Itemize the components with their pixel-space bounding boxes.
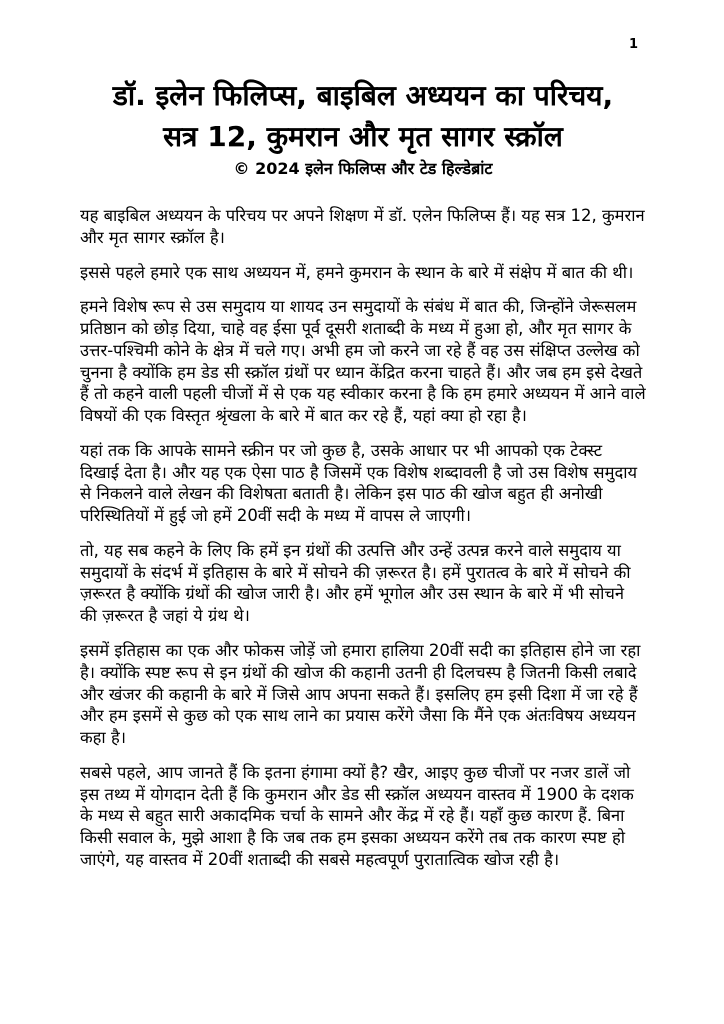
paragraph-1: यह बाइबिल अध्ययन के परिचय पर अपने शिक्षण में डॉ. एलेन फिलिप्स हैं। यह सत्र 12, कुमरान और मृत सागर स्क्रॉल है। <box>80 205 645 247</box>
page-number: 1 <box>628 37 638 52</box>
document-title <box>80 76 646 157</box>
document-body <box>80 192 646 871</box>
title-line-1: डॉ. इलेन फिलिप्स, बाइबिल अध्ययन का परिचय, <box>112 79 614 112</box>
paragraph-6: इसमें इतिहास का एक और फोकस जोड़ें जो हमारा हालिया 20वीं सदी का इतिहास होने जा रहा है। क्योंकि स्पष्ट रूप से इन ग्रंथों की खोज की कहानी उतनी ही दिलचस्प है जितनी किसी लबादे और खंजर की कहानी के बारे में जिसे आप अपना सकते हैं। इसलिए हम इसी दिशा में जा रहे हैं और हम इसमें से कुछ को एक साथ लाने का प्रयास करेंगे जैसा कि मैंने एक अंतःविषय अध्ययन कहा है। <box>80 641 641 748</box>
paragraph-2: इससे पहले हमारे एक साथ अध्ययन में, हमने कुमरान के स्थान के बारे में संक्षेप में बात की थी। <box>80 262 634 282</box>
paragraph-7: सबसे पहले, आप जानते हैं कि इतना हंगामा क्यों है? खैर, आइए कुछ चीजों पर नजर डालें जो इस तथ्य में योगदान देती हैं कि कुमरान और डेड सी स्क्रॉल अध्ययन वास्तव में 1900 के दशक के मध्य से बहुत सारी अकादमिक चर्चा के सामने और केंद्र में रहे हैं। यहाँ कुछ कारण हैं. बिना किसी सवाल के, मुझे आशा है कि जब तक हम इसका अध्ययन करेंगे तब तक कारण स्पष्ट हो जाएंगे, यह वास्तव में 20वीं शताब्दी की सबसे महत्वपूर्ण पुरातात्विक खोज रही है। <box>80 762 634 869</box>
title-line-2: सत्र 12, कुमरान और मृत सागर स्क्रॉल <box>163 119 563 153</box>
paragraph-3: हमने विशेष रूप से उस समुदाय या शायद उन समुदायों के संबंध में बात की, जिन्होंने जेरूसलम प्रतिष्ठान को छोड़ दिया, चाहे वह ईसा पूर्व दूसरी शताब्दी के मध्य में हुआ हो, और मृत सागर के उत्तर-पश्चिमी कोने के क्षेत्र में चले गए। अभी हम जो करने जा रहे हैं वह उस संक्षिप्त उल्लेख को चुनना है क्योंकि हम डेड सी स्क्रॉल ग्रंथों पर ध्यान केंद्रित करना चाहते हैं। और जब हम इसे देखते हैं तो कहने वाली पहली चीजों में से एक यह स्वीकार करना है कि हम हमारे अध्ययन में आने वाले विषयों की एक विस्तृत श्रृंखला के बारे में बात कर रहे हैं, यहां क्या हो रहा है। <box>80 297 646 426</box>
copyright-line: © 2024 इलेन फिलिप्स और टेड हिल्डेब्रांट <box>233 159 493 179</box>
paragraph-4: यहां तक कि आपके सामने स्क्रीन पर जो कुछ है, उसके आधार पर भी आपको एक टेक्स्ट दिखाई देता है। और यह एक ऐसा पाठ है जिसमें एक विशेष शब्दावली है जो उस विशेष समुदाय से निकलने वाले लेखन की विशेषता बताती है। लेकिन इस पाठ की खोज बहुत ही अनोखी परिस्थितियों में हुई जो हमें 20वीं सदी के मध्य में वापस ले जाएगी। <box>80 440 638 526</box>
paragraph-5: तो, यह सब कहने के लिए कि हमें इन ग्रंथों की उत्पत्ति और उन्हें उत्पन्न करने वाले समुदाय या समुदायों के संदर्भ में इतिहास के बारे में सोचने की ज़रूरत है। हमें पुरातत्व के बारे में सोचने की ज़रूरत है क्योंकि ग्रंथों की खोज जारी है। और हमें भूगोल और उस स्थान के बारे में भी सोचने की ज़रूरत है जहां ये ग्रंथ थे। <box>80 540 631 626</box>
